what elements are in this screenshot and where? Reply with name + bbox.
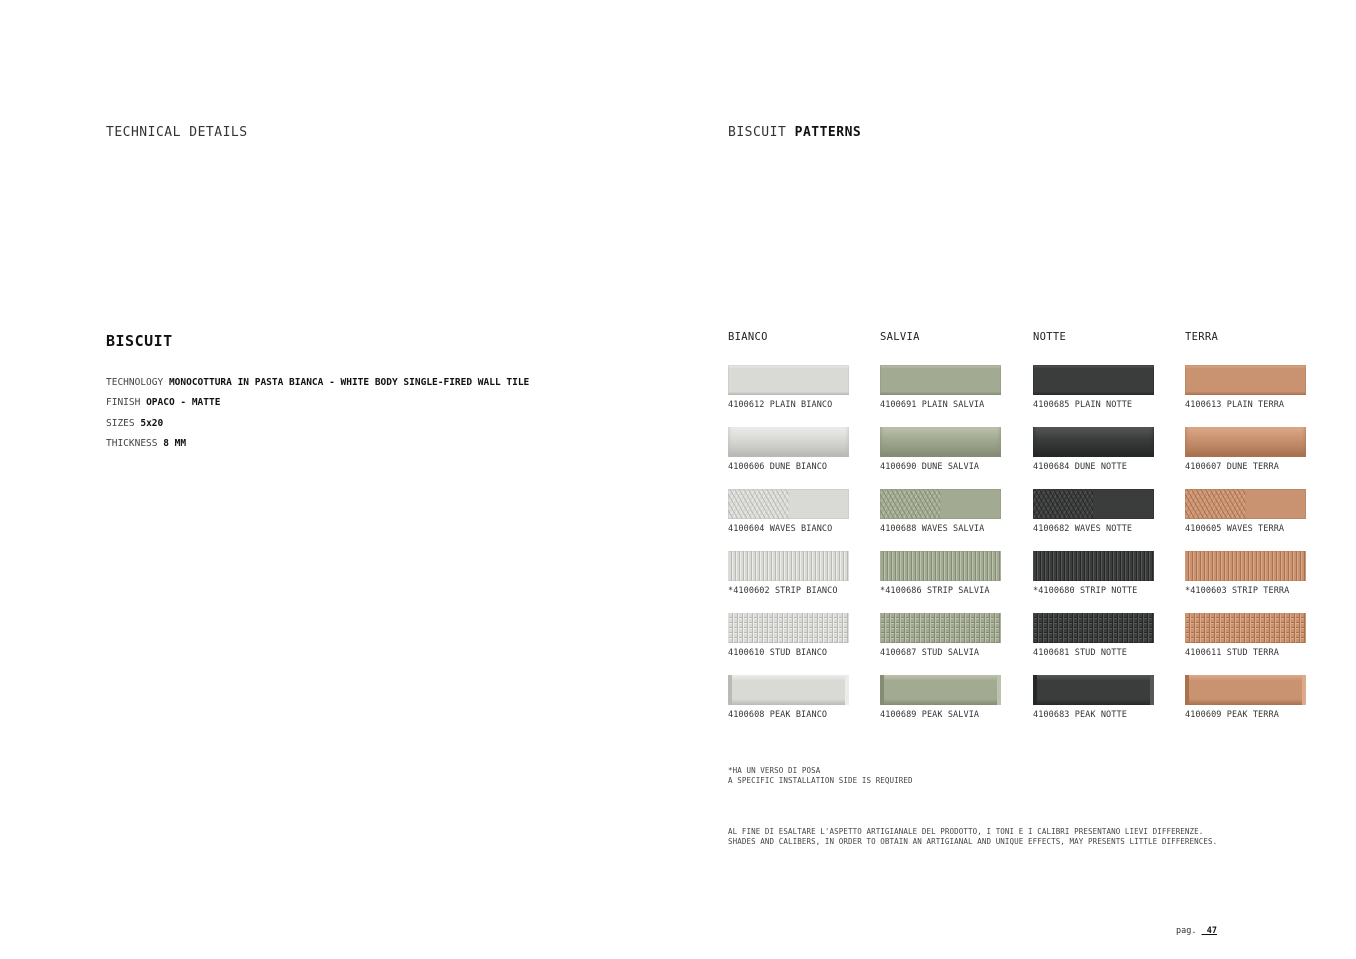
page-prefix: pag. <box>1176 926 1197 936</box>
tile-code-label: *4100603 STRIP TERRA <box>1185 586 1290 596</box>
tile-code-label: 4100608 PEAK BIANCO <box>728 710 828 720</box>
tile-peak-bianco <box>728 675 849 705</box>
product-name: BISCUIT <box>106 332 173 350</box>
column-header-salvia: SALVIA <box>880 331 920 343</box>
heading-bold-text: PATTERNS <box>794 125 862 140</box>
spec-thickness <box>106 438 186 449</box>
tile-code-label: 4100606 DUNE BIANCO <box>728 462 828 472</box>
page-number <box>1176 926 1217 936</box>
tile-code-label: 4100611 STUD TERRA <box>1185 648 1279 658</box>
tile-code-label: *4100602 STRIP BIANCO <box>728 586 838 596</box>
tile-code-label: 4100688 WAVES SALVIA <box>880 524 985 534</box>
disclaimer-en: SHADES AND CALIBERS, IN ORDER TO OBTAIN AN ARTIGIANAL AND UNIQUE EFFECTS, MAY PRESENTS LITTLE DIFFERENCES. <box>728 837 1218 846</box>
tile-strip-bianco <box>728 551 849 581</box>
tile-waves-terra <box>1185 489 1306 519</box>
tile-code-label: *4100680 STRIP NOTTE <box>1033 586 1138 596</box>
tile-code-label: 4100689 PEAK SALVIA <box>880 710 980 720</box>
tile-code-label: 4100687 STUD SALVIA <box>880 648 980 658</box>
tile-code-label: 4100691 PLAIN SALVIA <box>880 400 985 410</box>
tile-stud-salvia <box>880 613 1001 643</box>
tile-strip-terra <box>1185 551 1306 581</box>
tile-dune-terra <box>1185 427 1306 457</box>
tile-waves-notte <box>1033 489 1154 519</box>
tile-code-label: 4100604 WAVES BIANCO <box>728 524 833 534</box>
tile-code-label: 4100681 STUD NOTTE <box>1033 648 1127 658</box>
spec-value: 8 MM <box>163 438 187 449</box>
tile-strip-notte <box>1033 551 1154 581</box>
tile-code-label: 4100690 DUNE SALVIA <box>880 462 980 472</box>
tile-waves-salvia <box>880 489 1001 519</box>
section-heading-technical-details: TECHNICAL DETAILS <box>106 125 248 140</box>
tile-code-label: 4100682 WAVES NOTTE <box>1033 524 1133 534</box>
page-number-value: _47 <box>1201 926 1217 936</box>
spec-finish <box>106 397 220 408</box>
section-heading-patterns <box>728 125 861 140</box>
tile-code-label: 4100683 PEAK NOTTE <box>1033 710 1127 720</box>
tile-code-label: 4100605 WAVES TERRA <box>1185 524 1285 534</box>
spec-label: SIZES <box>106 418 135 429</box>
spec-label: FINISH <box>106 397 141 408</box>
heading-light-text: BISCUIT <box>728 125 787 140</box>
tile-dune-salvia <box>880 427 1001 457</box>
spec-technology <box>106 377 529 388</box>
tile-code-label: 4100610 STUD BIANCO <box>728 648 828 658</box>
tile-code-label: 4100607 DUNE TERRA <box>1185 462 1279 472</box>
tile-peak-terra <box>1185 675 1306 705</box>
tile-stud-notte <box>1033 613 1154 643</box>
tile-dune-notte <box>1033 427 1154 457</box>
tile-peak-salvia <box>880 675 1001 705</box>
tile-code-label: 4100609 PEAK TERRA <box>1185 710 1279 720</box>
tile-stud-terra <box>1185 613 1306 643</box>
tile-stud-bianco <box>728 613 849 643</box>
spec-label: THICKNESS <box>106 438 158 449</box>
tile-plain-terra <box>1185 365 1306 395</box>
tile-waves-bianco <box>728 489 849 519</box>
spec-sizes <box>106 418 163 429</box>
spec-value: MONOCOTTURA IN PASTA BIANCA - WHITE BODY SINGLE-FIRED WALL TILE <box>168 377 530 388</box>
tile-code-label: 4100685 PLAIN NOTTE <box>1033 400 1133 410</box>
tile-dune-bianco <box>728 427 849 457</box>
tile-plain-salvia <box>880 365 1001 395</box>
installation-note-en: A SPECIFIC INSTALLATION SIDE IS REQUIRED <box>728 776 913 785</box>
tile-plain-notte <box>1033 365 1154 395</box>
tile-code-label: 4100613 PLAIN TERRA <box>1185 400 1285 410</box>
disclaimer-it: AL FINE DI ESALTARE L'ASPETTO ARTIGIANALE DEL PRODOTTO, I TONI E I CALIBRI PRESENTANO LIEVI DIFFERENZE. <box>728 827 1204 836</box>
spec-label: TECHNOLOGY <box>106 377 164 388</box>
tile-code-label: 4100612 PLAIN BIANCO <box>728 400 833 410</box>
column-header-notte: NOTTE <box>1033 331 1067 343</box>
tile-code-label: 4100684 DUNE NOTTE <box>1033 462 1127 472</box>
tile-plain-bianco <box>728 365 849 395</box>
spec-value: OPACO - MATTE <box>146 397 221 408</box>
spec-value: 5x20 <box>140 418 164 429</box>
installation-note-it: *HA UN VERSO DI POSA <box>728 766 821 775</box>
column-header-bianco: BIANCO <box>728 331 768 343</box>
tile-peak-notte <box>1033 675 1154 705</box>
tile-code-label: *4100686 STRIP SALVIA <box>880 586 990 596</box>
column-header-terra: TERRA <box>1185 331 1219 343</box>
tile-strip-salvia <box>880 551 1001 581</box>
